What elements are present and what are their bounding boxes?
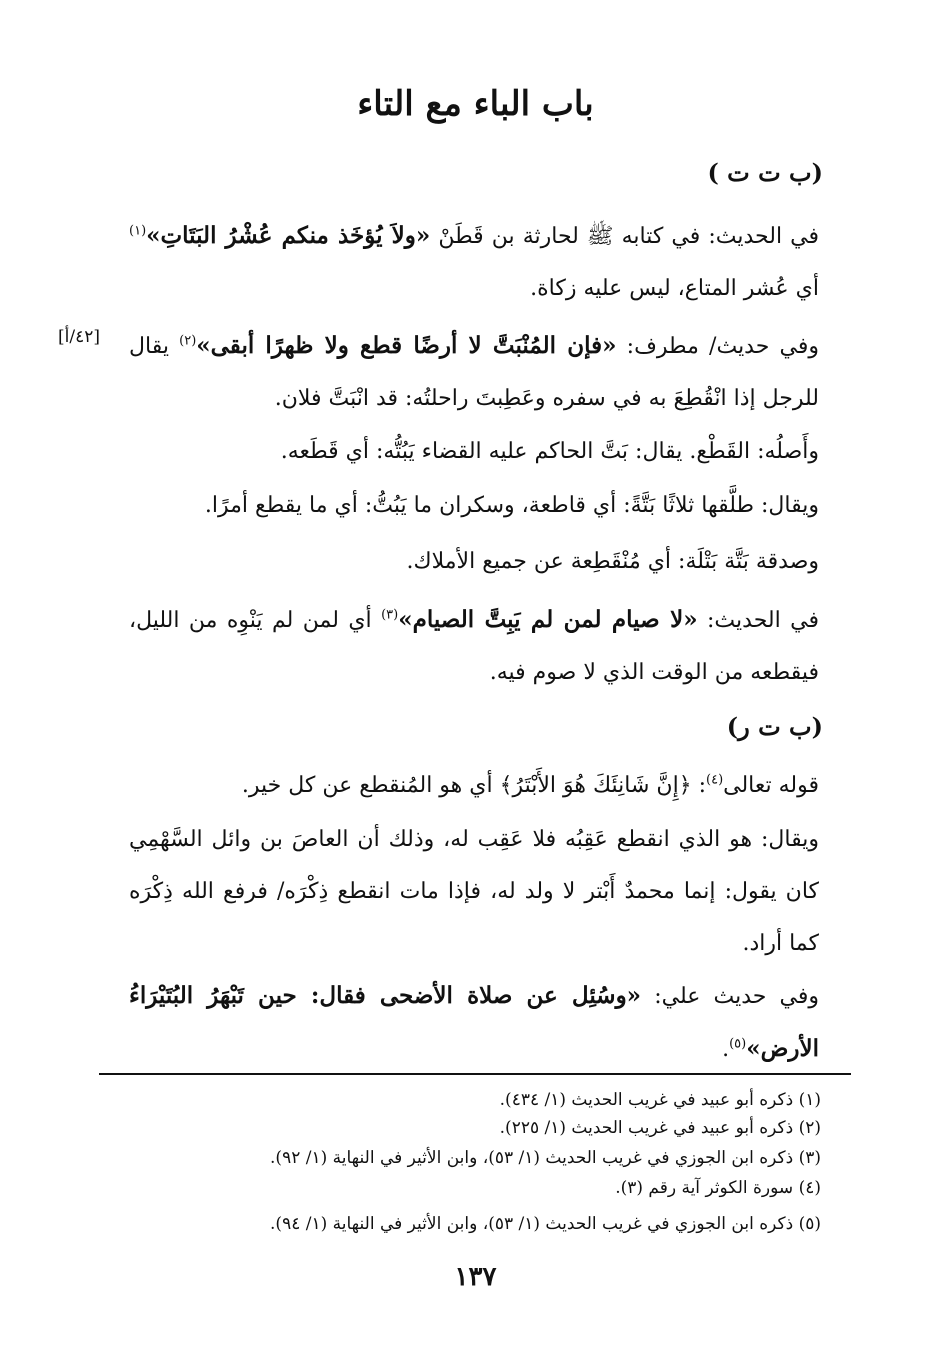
footnote-divider (99, 1073, 851, 1075)
paragraph-text: أي عُشر المتاع، ليس عليه زكاة. (530, 276, 819, 301)
paragraph-text: . (722, 1037, 730, 1062)
paragraph-harithah (129, 210, 819, 315)
footnote-1: (١) ذكره أبو عبيد في غريب الحديث (١/ ٤٣٤). (499, 1090, 821, 1110)
manuscript-folio-ref: [٤٢/أ] (58, 327, 100, 347)
paragraph-tallaqaha (129, 480, 819, 532)
footnote-ref: (٥) (729, 1036, 747, 1052)
footnote-ref: (٤) (706, 772, 724, 788)
hadith-quote: «فإن المُنْبَتَّ لا أرضًا قطع ولا ظهرًا أبقى» (196, 332, 617, 359)
paragraph-siyam (129, 594, 819, 699)
paragraph-text: وأَصلُه: القَطْع. يقال: بَتَّ الحاكم عليه القضاء يَبُتُّه: أي قَطَعه. (280, 439, 819, 464)
paragraph-as-ibn-wail (129, 814, 819, 970)
footnote-ref: (٣) (381, 607, 399, 623)
paragraph-sadaqah (129, 536, 819, 588)
paragraph-text: قوله تعالى (723, 773, 819, 798)
section-heading-b-t-r: (ب ت ر) (726, 712, 823, 741)
paragraph-text: أي لمن لم يَنْوِه من الليل، فيقطعه من الوقت الذي لا صوم فيه. (129, 608, 819, 685)
paragraph-text: وفي حديث/ مطرف: (616, 334, 819, 359)
paragraph-text: في الحديث: (697, 608, 819, 633)
paragraph-text: : ﴿إِنَّ شَانِئَكَ هُوَ الأَبْتَرُ﴾ أي هو المُنقطع عن كل خير. (241, 773, 706, 798)
hadith-quote: «لا صيام لمن لم يَبِتَّ الصيام» (398, 606, 698, 633)
page-number: ١٣٧ (454, 1262, 497, 1292)
footnote-4: (٤) سورة الكوثر آية رقم (٣). (615, 1178, 821, 1198)
hadith-quote: «وسُئِل عن صلاة الأضحى فقال: حين تَبْهَرُ البُتَيْرَاءُ الأرض» (129, 982, 819, 1062)
footnote-ref: (١) (129, 223, 147, 239)
footnote-3: (٣) ذكره ابن الجوزي في غريب الحديث (١/ ٥٣)، وابن الأثير في النهاية (١/ ٩٢). (270, 1148, 821, 1168)
paragraph-asluhu (129, 426, 819, 478)
footnote-ref: (٢) (179, 333, 197, 349)
paragraph-text: وصدقة بَتَّة بَتْلَة: أي مُنْقَطِعة عن جميع الأملاك. (406, 549, 819, 574)
paragraph-text: وفي حديث علي: (641, 984, 819, 1009)
paragraph-text: ويقال: هو الذي انقطع عَقِبُه فلا عَقِب له، وذلك أن العاصَ بن وائل السَّهْمِي كان يقول: إنما محمدٌ أَبْتر لا ولد له، فإذا مات انقطع ذِكْرَه/ فرفع الله ذِكْرَه كما أراد. (129, 827, 819, 956)
paragraph-kawthar (129, 760, 819, 812)
paragraph-text: ويقال: طلَّقها ثلاثًا بَتَّةً: أي قاطعة، وسكران ما يَبُتُّ: أي ما يقطع أمرًا. (204, 493, 819, 518)
paragraph-ali (129, 970, 819, 1076)
footnote-2: (٢) ذكره أبو عبيد في غريب الحديث (١/ ٢٢٥). (499, 1118, 821, 1138)
paragraph-text: في الحديث: في كتابه ﷺ لحارثة بن قَطَنْ (430, 224, 820, 249)
footnote-5: (٥) ذكره ابن الجوزي في غريب الحديث (١/ ٥٣)، وابن الأثير في النهاية (١/ ٩٤). (270, 1214, 821, 1234)
paragraph-text: يقال للرجل إذا انْقُطِعَ به في سفره وعَطِبتَ راحلتُه: قد انْبَتَّ فلان. (129, 334, 819, 411)
paragraph-mutarrif (129, 320, 819, 425)
section-heading-b-t-t: (ب ت ت ) (707, 158, 823, 187)
page-title: باب الباء مع التاء (357, 84, 594, 124)
hadith-quote: «ولاَ يُؤخَذ منكم عُشْرُ البَتَاتِ» (146, 222, 431, 249)
